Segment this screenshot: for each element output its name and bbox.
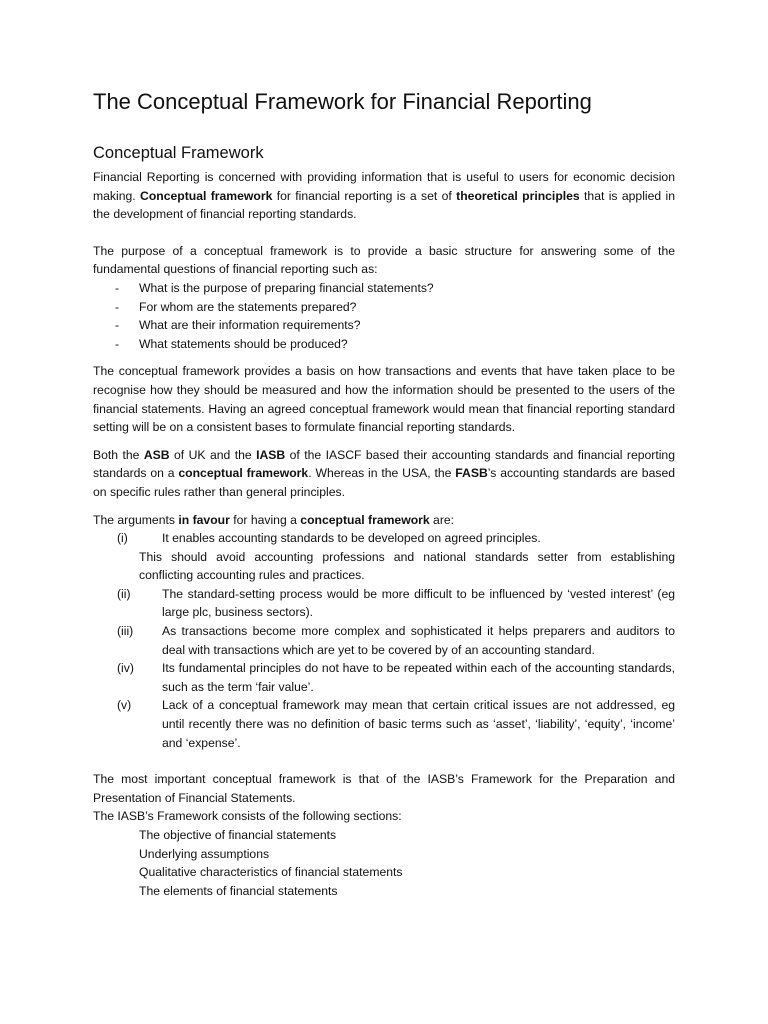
list-item-text: For whom are the statements prepared? [139,299,357,314]
dash-bullet: - [115,336,120,351]
paragraph-purpose: The purpose of a conceptual framework is to provide a basic structure for answering some of the fundamental questions of financial reporting such as: [93,243,675,277]
setters-bold-term: ASB [143,447,170,462]
argument-continuation: This should avoid accounting professions and national standards setter from establishing conflicting accounting rules and practices. [139,549,675,583]
paragraph-arguments-intro [93,511,675,530]
setters-text: ’s accounting standards are based on specific rules rather than general principles. [93,466,676,499]
intro-text: that is applied in the development of financial reporting standards. [93,188,675,222]
section-heading: Conceptual Framework [93,144,264,162]
arguments-bold-term: conceptual framework [300,512,430,527]
paragraph-sections-intro: The IASB’s Framework consists of the following sections: [93,809,402,824]
intro-text: Financial Reporting is concerned with providing information that is useful to users for economic decision making. [93,170,675,203]
list-item [93,529,675,548]
document-title: The Conceptual Framework for Financial Reporting [93,89,592,114]
list-item-number: (iv) [117,661,134,676]
list-item-number: (i) [117,531,128,546]
list-item [93,335,675,354]
list-item-text: Its fundamental principles do not have to be repeated within each of the accounting standards, such as the term ‘fair value’. [162,661,675,694]
list-item [93,298,675,317]
paragraph-iasb-framework: The most important conceptual framework is that of the IASB’s Framework for the Preparation and Presentation of Financial Statements. [93,772,675,805]
list-item [93,696,675,752]
list-item-text: What statements should be produced? [139,336,348,351]
intro-bold-term: Conceptual framework [140,188,273,203]
list-item-text: As transactions become more complex and sophisticated it helps preparers and auditors to deal with transactions which are yet to be covered by of an accounting standard. [162,624,675,657]
list-item-text: It enables accounting standards to be developed on agreed principles. [162,531,541,546]
questions-list [93,279,675,353]
setters-bold-term: conceptual framework [178,466,309,481]
paragraph-intro [93,168,675,224]
list-item-number: (ii) [117,586,131,601]
setters-bold-term: IASB [256,447,286,462]
list-item-number: (v) [117,698,132,713]
list-item [93,585,675,622]
arguments-list [93,585,675,752]
paragraph-basis: The conceptual framework provides a basis on how transactions and events that have taken place to be recognise how they should be measured and how the information should be presented to the users of the financial statements. Having an agreed conceptual framework would mean that financial reporting standard setting will be on a consistent bases to formulate financial reporting standards. [93,364,675,435]
setters-text: Both the [93,447,144,462]
list-item: The elements of financial statements [139,883,338,898]
intro-bold-term: theoretical principles [456,188,580,203]
list-item: The objective of financial statements [139,828,337,842]
dash-bullet: - [115,280,120,295]
arguments-intro-text: The arguments [93,512,179,527]
setters-bold-term: FASB [455,466,488,481]
list-item-number: (iii) [117,624,134,639]
list-item [93,622,675,659]
arguments-bold-term: in favour [178,512,230,527]
list-item: Qualitative characteristics of financial statements [139,865,403,880]
document-content [93,86,675,900]
list-item [93,659,675,696]
list-item: Underlying assumptions [139,846,270,861]
arguments-intro-text: are: [429,512,455,527]
list-item-text: Lack of a conceptual framework may mean that certain critical issues are not addressed, eg until recently there was no definition of basic terms such as ‘asset’, ‘liability’, ‘equity’, ‘income’ and ‘expense’. [162,698,675,750]
sections-list [93,826,675,900]
list-item [93,279,675,298]
list-item-text: The standard-setting process would be more difficult to be influenced by ‘vested interest’ (eg large plc, business sectors). [162,586,675,620]
list-item-text: What are their information requirements? [139,318,361,333]
setters-text: . Whereas in the USA, the [308,466,456,481]
dash-bullet: - [115,299,120,314]
arguments-intro-text: for having a [229,512,301,527]
dash-bullet: - [115,318,120,333]
intro-text: for financial reporting is a set of [272,188,457,203]
setters-text: of UK and the [169,447,257,462]
list-item-text: What is the purpose of preparing financial statements? [139,280,434,295]
paragraph-standard-setters [93,446,675,502]
setters-text: of the IASCF based their accounting standards and financial reporting standards on a [93,447,675,481]
arguments-list [93,529,675,548]
list-item [93,316,675,335]
